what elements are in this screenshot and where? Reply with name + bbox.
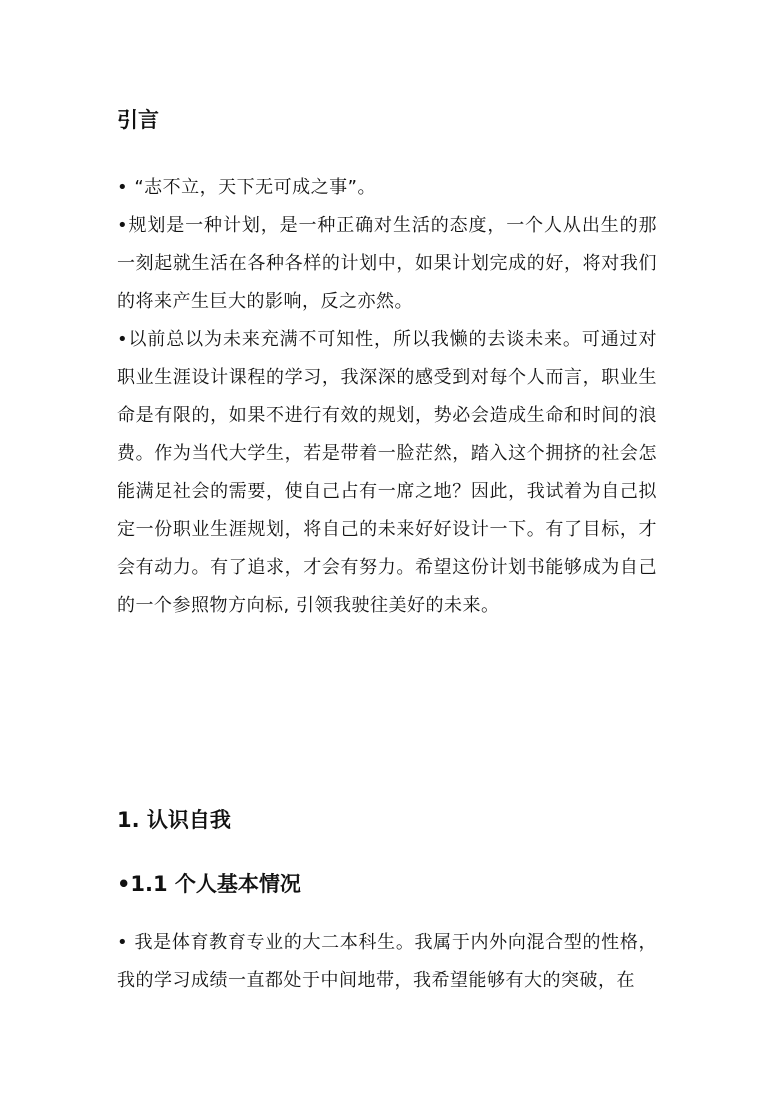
intro-future-paragraph: •以前总以为未来充满不可知性，所以我懒的去谈未来。可通过对职业生涯设计课程的学习，我深深的感受到对每个人而言，职业生命是有限的，如果不进行有效的规划，势必会造成生命和时间的浪费。作为当代大学生，若是带着一脸茫然，踏入这个拥挤的社会怎能满足社会的需要，使自己占有一席之地？因此，我试着为自己拟定一份职业生涯规划，将自己的未来好好设计一下。有了目标，才会有动力。有了追求，才会有努力。希望这份计划书能够成为自己的一个参照物方向标, 引领我驶往美好的未来。 xyxy=(117,329,657,616)
section-1-1-heading: •1.1 个人基本情况 xyxy=(117,872,301,896)
intro-plan-paragraph: •规划是一种计划，是一种正确对生活的态度，一个人从出生的那一刻起就生活在各种各样的计划中，如果计划完成的好，将对我们的将来产生巨大的影响，反之亦然。 xyxy=(117,215,657,312)
self-intro-paragraph: • 我是体育教育专业的大二本科生。我属于内外向混合型的性格，我的学习成绩一直都处于中间地带，我希望能够有大的突破，在 xyxy=(117,932,657,991)
intro-quote-paragraph: • “志不立，天下无可成之事”。 xyxy=(117,177,376,198)
intro-heading: 引言 xyxy=(117,108,159,132)
section-1-heading: 1. 认识自我 xyxy=(117,808,231,832)
